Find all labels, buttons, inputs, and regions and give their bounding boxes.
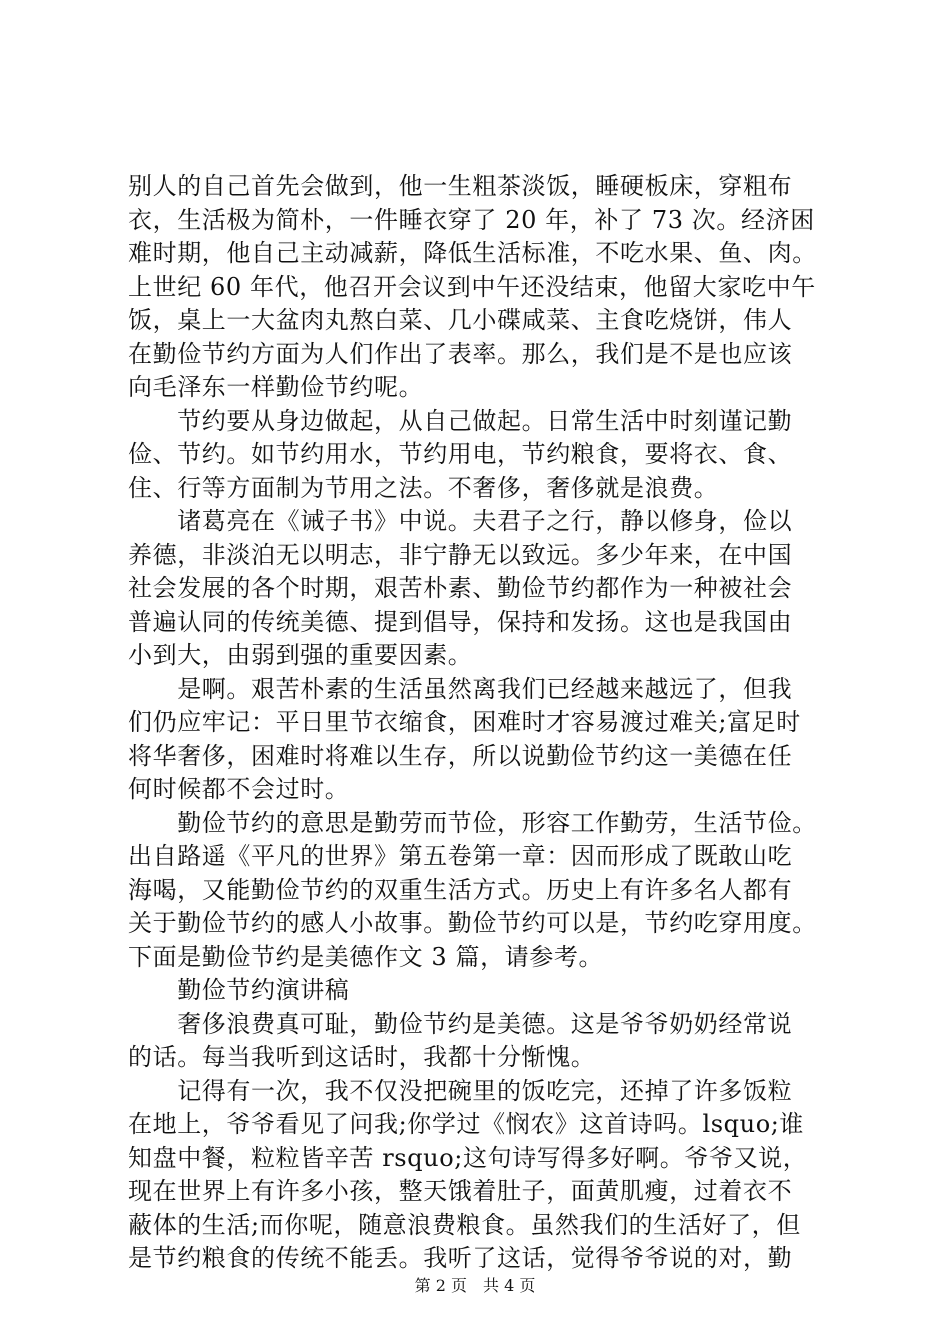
text-line: 勤俭节约的意思是勤劳而节俭，形容工作勤劳，生活节俭。 — [128, 808, 817, 837]
text-line: 是节约粮食的传统不能丢。我听了这话，觉得爷爷说的对，勤 — [128, 1244, 793, 1272]
text-line: 何时候都不会过时。 — [128, 775, 350, 803]
text-line: 上世纪 60 年代，他召开会议到中午还没结束，他留大家吃中午 — [128, 272, 816, 301]
text-line: 现在世界上有许多小孩，整天饿着肚子，面黄肌瘦，过着衣不 — [128, 1177, 793, 1205]
text-line: 是啊。艰苦朴素的生活虽然离我们已经越来越远了，但我 — [128, 674, 793, 703]
body-text — [128, 170, 832, 1276]
text-line: 在勤俭节约方面为人们作出了表率。那么，我们是不是也应该 — [128, 339, 793, 368]
text-line: 小到大，由弱到强的重要因素。 — [128, 641, 473, 669]
page-number-label: 第 2 页 共 4 页 — [414, 1276, 536, 1295]
text-line: 饭，桌上一大盆肉丸熬白菜、几小碟咸菜、主食吃烧饼，伟人 — [128, 306, 793, 334]
text-line: 知盘中餐，粒粒皆辛苦 rsquo;这句诗写得多好啊。爷爷又说， — [128, 1143, 808, 1172]
text-line: 养德，非淡泊无以明志，非宁静无以致远。多少年来，在中国 — [128, 540, 793, 569]
text-line: 下面是勤俭节约是美德作文 3 篇，请参考。 — [128, 942, 604, 971]
section-heading: 勤俭节约演讲稿 — [128, 976, 350, 1004]
text-line: 关于勤俭节约的感人小故事。勤俭节约可以是，节约吃穿用度。 — [128, 909, 817, 937]
text-line: 难时期，他自己主动减薪，降低生活标准，不吃水果、鱼、肉。 — [128, 239, 817, 267]
text-line: 记得有一次，我不仅没把碗里的饭吃完，还掉了许多饭粒 — [128, 1076, 793, 1105]
text-line: 奢侈浪费真可耻，勤俭节约是美德。这是爷爷奶奶经常说 — [128, 1009, 793, 1038]
text-line: 出自路遥《平凡的世界》第五卷第一章：因而形成了既敢山吃 — [128, 842, 793, 870]
text-line: 住、行等方面制为节用之法。不奢侈，奢侈就是浪费。 — [128, 473, 719, 502]
text-line: 们仍应牢记：平日里节衣缩食，困难时才容易渡过难关;富足时 — [128, 708, 801, 736]
text-line: 节约要从身边做起，从自己做起。日常生活中时刻谨记勤 — [128, 406, 793, 435]
text-line: 社会发展的各个时期，艰苦朴素、勤俭节约都作为一种被社会 — [128, 574, 793, 602]
text-line: 在地上，爷爷看见了问我;你学过《悯农》这首诗吗。lsquo;谁 — [128, 1110, 805, 1138]
text-line: 将华奢侈，困难时将难以生存，所以说勤俭节约这一美德在任 — [128, 741, 793, 770]
text-line: 俭、节约。如节约用水，节约用电，节约粮食，要将衣、食、 — [128, 440, 793, 468]
text-line: 诸葛亮在《诫子书》中说。夫君子之行，静以修身，俭以 — [128, 507, 793, 535]
text-line: 别人的自己首先会做到，他一生粗茶淡饭，睡硬板床，穿粗布 — [128, 172, 793, 200]
text-line: 海喝，又能勤俭节约的双重生活方式。历史上有许多名人都有 — [128, 875, 793, 904]
text-line: 向毛泽东一样勤俭节约呢。 — [128, 373, 424, 401]
text-line: 的话。每当我听到这话时，我都十分惭愧。 — [128, 1043, 596, 1071]
page-footer — [0, 1276, 950, 1296]
text-line: 衣，生活极为简朴，一件睡衣穿了 20 年，补了 73 次。经济困 — [128, 205, 815, 234]
text-line: 蔽体的生活;而你呢，随意浪费粮食。虽然我们的生活好了，但 — [128, 1210, 801, 1239]
text-line: 普遍认同的传统美德、提到倡导，保持和发扬。这也是我国由 — [128, 607, 793, 636]
